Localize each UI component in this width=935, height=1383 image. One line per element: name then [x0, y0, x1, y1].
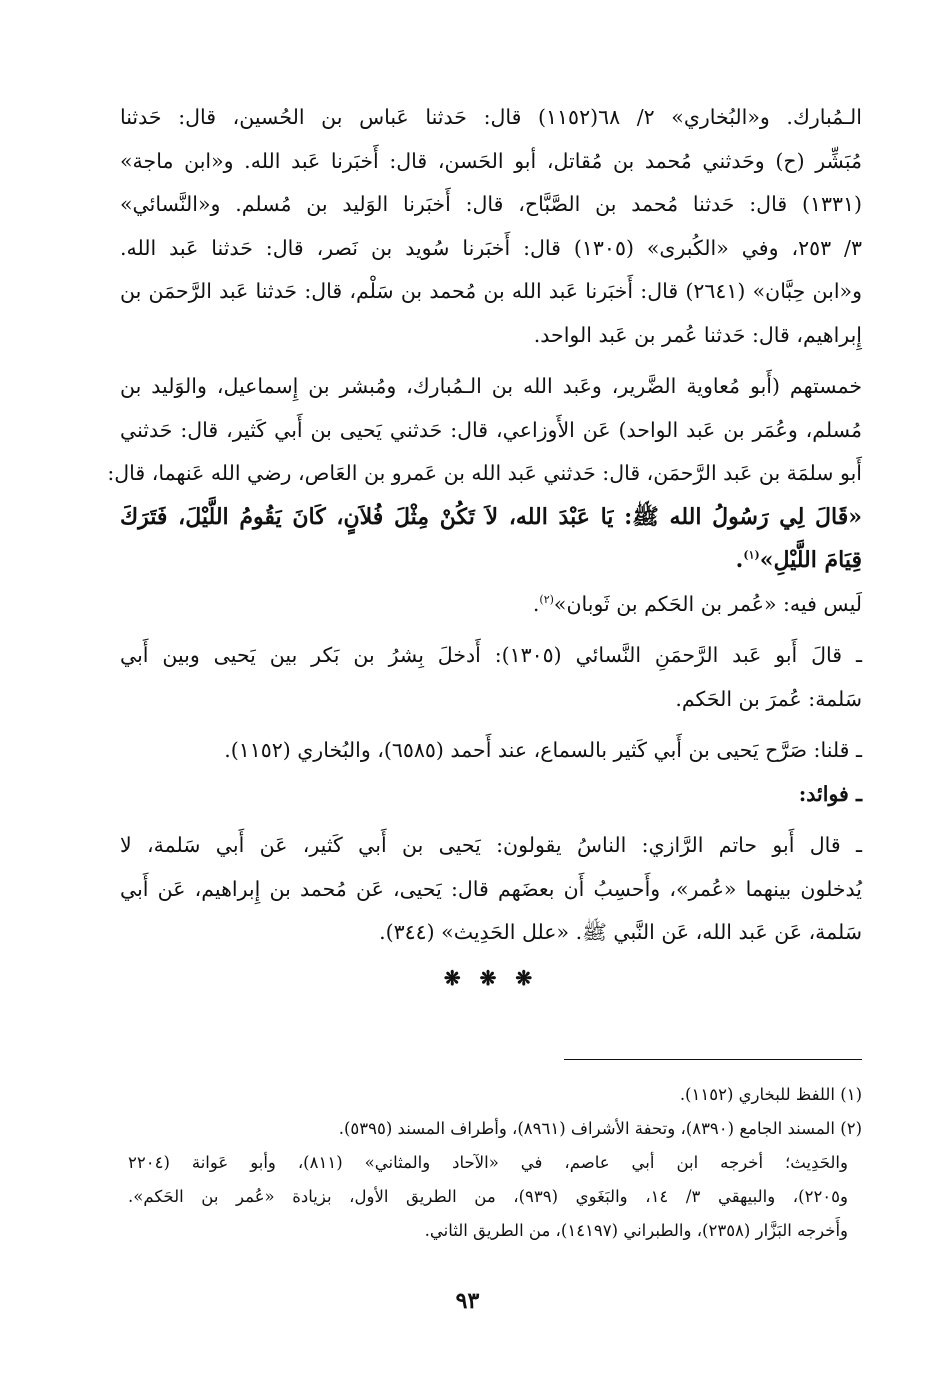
- text-line: مُسلم، وعُمَر بن عَبد الواحد) عَن الأَوزاعي، قال: حَدثني يَحيى بن أَبي كَثير، قال: حَدثني: [120, 417, 862, 442]
- quote-line: «قَالَ لِي رَسُولُ الله ﷺ: يَا عَبْدَ الله، لاَ تَكُنْ مِثْلَ فُلاَنٍ، كَانَ يَقُومُ اللَّيْلَ، فَتَرَكَ: [120, 503, 862, 530]
- text-line: ـ قالَ أَبو عَبد الرَّحمَنِ النَّسائي (١٣٠٥): أَدخلَ بِشرُ بن بَكر بين يَحيى وبين أَبي: [120, 643, 862, 667]
- paragraph-nasai: [120, 634, 862, 721]
- paragraph-sources: [120, 96, 862, 357]
- text-line: و«ابن حِبَّان» (٢٦٤١) قال: أَخبَرنا عَبد الله بن مُحمد بن سَلْم، قال: حَدثنا عَبد الرَّحمَن بن: [120, 279, 862, 303]
- text-line: خمستهم (أَبو مُعاوية الضَّرير، وعَبد الله بن الـمُبارك، ومُبشر بن إِسماعيل، والوَليد بن: [120, 374, 862, 398]
- quote-line: [120, 539, 862, 583]
- footnote-marker[interactable]: (١): [743, 548, 760, 562]
- page-number: ٩٣: [455, 1288, 480, 1314]
- footnote-1: (١) اللفظ للبخاري (١١٥٢).: [679, 1085, 862, 1104]
- paragraph-isnad: [107, 365, 862, 496]
- text-line: أَبو سلمَة بن عَبد الرَّحمَن، قال: حَدثني عَبد الله بن عَمرو بن العَاص، رضي الله عَنهما، قال:: [107, 461, 862, 485]
- fawaid-heading: ـ فوائد:: [798, 781, 862, 806]
- text-line: سَلمة، عَن عَبد الله، عَن النَّبي ﷺ. «علل الحَدِيث» (٣٤٤).: [379, 920, 862, 944]
- main-text: [107, 96, 862, 995]
- text-line: يُدخلون بينهما «عُمر»، وأَحسِبُ أَن بعضَهم قال: يَحيى، عَن مُحمد بن إِبراهيم، عَن أَبي: [120, 876, 862, 901]
- section-separator: ❋ ❋ ❋: [443, 965, 539, 990]
- footnotes: [128, 1078, 862, 1248]
- text-line: إِبراهيم، قال: حَدثنا عُمر بن عَبد الواحد.: [533, 322, 862, 347]
- quote-end: .: [735, 547, 744, 573]
- hadith-quote: [120, 496, 862, 583]
- laysa-end: .: [532, 591, 540, 616]
- laysa-line: [120, 583, 862, 627]
- footnote-rule: [564, 1059, 862, 1060]
- text-line: الـمُبارك. و«البُخاري» ٢/ ٦٨(١١٥٢) قال: حَدثنا عَباس بن الحُسين، قال: حَدثنا: [120, 105, 862, 129]
- footnote-2-line: و٢٢٠٥)، والبيهقي ٣/ ١٤، والبَغَوي (٩٣٩)، من الطريق الأول، بزيادة «عُمر بن الحَكم».: [128, 1187, 848, 1206]
- quote-text: قِيَامَ اللَّيْلِ»: [759, 547, 862, 573]
- footnote-2-line: والحَدِيث؛ أخرجه ابن أبي عاصم، في «الآحاد والمثاني» (٨١١)، وأبو عَوانة (٢٢٠٤: [128, 1153, 848, 1172]
- text-line: مُبَشِّر (ح) وحَدثني مُحمد بن مُقاتل، أبو الحَسن، قال: أَخبَرنا عَبد الله. و«ابن ماجة»: [120, 148, 862, 173]
- text-line: ٣/ ٢٥٣، وفي «الكُبرى» (١٣٠٥) قال: أَخبَرنا سُويد بن نَصر، قال: حَدثنا عَبد الله.: [120, 235, 862, 260]
- text-line: ـ قال أَبو حاتم الرَّازي: الناسُ يقولون: يَحيى بن أَبي كَثير، عَن أَبي سَلمة، لا: [120, 833, 862, 857]
- footnote-2: (٢) المسند الجامع (٨٣٩٠)، وتحفة الأشراف (٨٩٦١)، وأطراف المسند (٥٣٩٥).: [338, 1119, 862, 1138]
- text-line: سَلمة: عُمرَ بن الحَكم.: [675, 686, 862, 711]
- footnote-marker[interactable]: (٢): [539, 592, 554, 606]
- laysa-text: لَيس فيه: «عُمر بن الحَكم بن ثَوبان»: [553, 591, 862, 616]
- footnote-2-line: وأَخرجه البَزَّار (٢٣٥٨)، والطبراني (١٤١٩٧)، من الطريق الثاني.: [424, 1221, 848, 1240]
- text-line: (١٣٣١) قال: حَدثنا مُحمد بن الصَّبَّاح، قال: أَخبَرنا الوَليد بن مُسلم. و«النَّسائي»: [120, 192, 862, 216]
- paragraph-abu-hatim: [120, 824, 862, 955]
- paragraph-qulna: ـ قلنا: صَرَّح يَحيى بن أَبي كَثير بالسماع، عند أَحمد (٦٥٨٥)، والبُخاري (١١٥٢).: [224, 738, 862, 762]
